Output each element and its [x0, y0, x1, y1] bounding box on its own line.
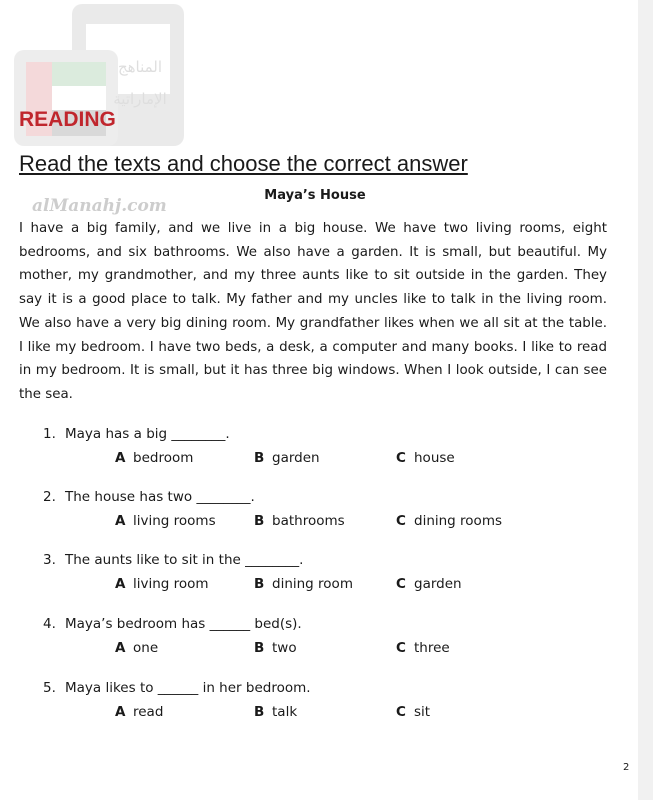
option-letter: B [254, 513, 265, 529]
question-number: 1. [43, 426, 56, 442]
story-title: Maya’s House [264, 188, 366, 203]
option-1b[interactable] [254, 450, 320, 466]
question-text: Maya has a big ________. [65, 426, 230, 442]
option-2b[interactable] [254, 513, 345, 529]
option-text: garden [272, 450, 320, 466]
question-5 [43, 680, 311, 696]
option-text: one [133, 640, 159, 656]
page-edge-strip [638, 0, 653, 800]
question-text: Maya’s bedroom has ______ bed(s). [65, 616, 302, 632]
option-4c[interactable] [396, 640, 450, 656]
reading-passage: I have a big family, and we live in a big house. We have two living rooms, eight bedrooms, and six bathrooms. We also have a garden. It is small, but beautiful. My mother, my grandmother, and my three aunts like to sit outside in the garden. They say it is a good place to talk. My father and my uncles like to talk in the living room. We also have a very big dining room. My grandfather likes when we all sit at the table. I like my bedroom. I have two beds, a desk, a computer and many books. I like to read in my bedroom. It is small, but it has three big windows. When I look outside, I can see the sea. [19, 221, 607, 402]
watermark-arabic-1: المناهج [117, 58, 163, 76]
option-letter: A [115, 704, 126, 720]
option-5a[interactable] [115, 704, 163, 720]
question-text: Maya likes to ______ in her bedroom. [65, 680, 311, 696]
question-1 [43, 426, 230, 442]
option-2c[interactable] [396, 513, 502, 529]
option-text: garden [414, 576, 462, 592]
option-letter: A [115, 576, 126, 592]
option-letter: C [396, 576, 406, 592]
option-1c[interactable] [396, 450, 455, 466]
option-letter: B [254, 704, 265, 720]
page-number: 2 [623, 762, 630, 773]
option-letter: B [254, 450, 265, 466]
option-3a[interactable] [115, 576, 209, 592]
option-letter: B [254, 640, 265, 656]
option-5c[interactable] [396, 704, 430, 720]
option-letter: C [396, 640, 406, 656]
option-letter: C [396, 704, 406, 720]
option-4a[interactable] [115, 640, 158, 656]
option-1a[interactable] [115, 450, 193, 466]
question-number: 2. [43, 489, 56, 505]
option-3c[interactable] [396, 576, 462, 592]
question-text: The house has two ________. [65, 489, 255, 505]
option-5b[interactable] [254, 704, 297, 720]
option-text: dining rooms [414, 513, 503, 529]
option-3b[interactable] [254, 576, 353, 592]
question-number: 4. [43, 616, 56, 632]
instructions-heading: Read the texts and choose the correct answer [19, 151, 468, 176]
question-text: The aunts like to sit in the ________. [65, 552, 304, 568]
option-text: talk [272, 704, 298, 720]
watermark-site: alManahj.com [32, 196, 167, 216]
option-text: dining room [272, 576, 353, 592]
option-letter: B [254, 576, 265, 592]
option-text: sit [414, 704, 431, 720]
watermark-arabic-2: الإماراتية [113, 90, 167, 108]
option-letter: A [115, 513, 126, 529]
option-letter: C [396, 450, 406, 466]
option-text: house [414, 450, 455, 466]
section-title: READING [19, 108, 116, 131]
option-text: two [272, 640, 297, 656]
option-text: three [414, 640, 450, 656]
question-3 [43, 552, 303, 568]
option-text: living rooms [133, 513, 216, 529]
question-number: 3. [43, 552, 56, 568]
option-4b[interactable] [254, 640, 297, 656]
option-letter: A [115, 640, 126, 656]
option-text: living room [133, 576, 209, 592]
question-4 [43, 616, 302, 632]
question-number: 5. [43, 680, 56, 696]
option-text: bathrooms [272, 513, 345, 529]
option-2a[interactable] [115, 513, 216, 529]
option-text: bedroom [133, 450, 194, 466]
option-letter: C [396, 513, 406, 529]
question-2 [43, 489, 255, 505]
option-text: read [133, 704, 164, 720]
option-letter: A [115, 450, 126, 466]
